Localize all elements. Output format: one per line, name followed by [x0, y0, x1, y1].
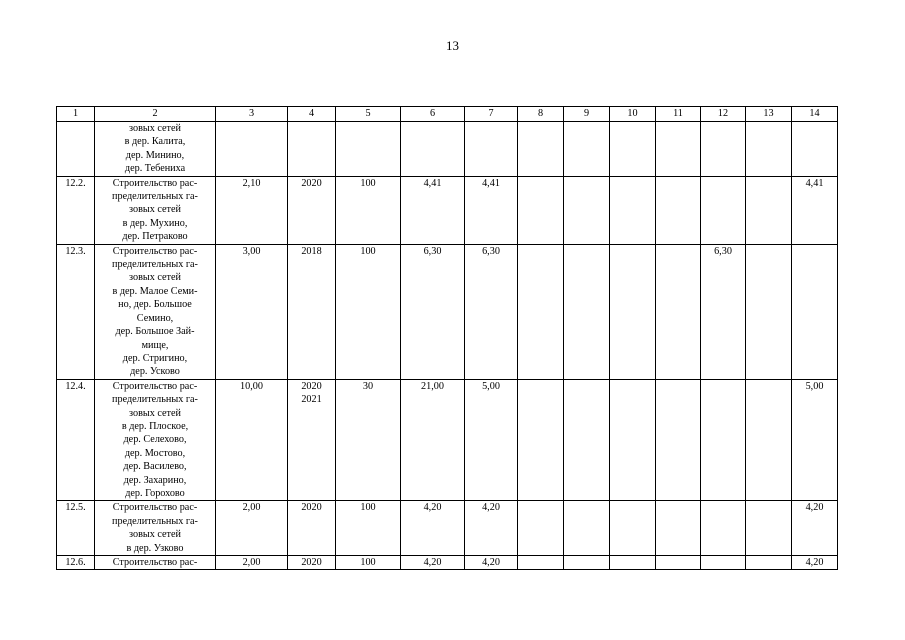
- cell-col10: [610, 176, 656, 244]
- column-header: 11: [656, 107, 701, 122]
- cell-col3: [216, 122, 288, 177]
- cell-col14: [792, 122, 838, 177]
- cell-col11: [656, 556, 701, 570]
- cell-col3: 3,00: [216, 244, 288, 379]
- cell-col9: [564, 501, 610, 556]
- column-header: 10: [610, 107, 656, 122]
- cell-col6: 21,00: [401, 379, 465, 501]
- item-description: зовых сетей в дер. Калита, дер. Минино, дер. Тебениха: [95, 122, 216, 177]
- cell-col9: [564, 122, 610, 177]
- cell-col5: 100: [336, 556, 401, 570]
- column-header: 3: [216, 107, 288, 122]
- cell-col3: 2,10: [216, 176, 288, 244]
- cell-col13: [746, 176, 792, 244]
- cell-col13: [746, 556, 792, 570]
- cell-col12: [701, 122, 746, 177]
- column-header: 2: [95, 107, 216, 122]
- cell-col11: [656, 501, 701, 556]
- cell-col6: 4,41: [401, 176, 465, 244]
- cell-col10: [610, 244, 656, 379]
- cell-col11: [656, 122, 701, 177]
- column-header: 9: [564, 107, 610, 122]
- cell-col3: 2,00: [216, 556, 288, 570]
- cell-col7: 6,30: [465, 244, 518, 379]
- cell-col8: [518, 379, 564, 501]
- cell-col11: [656, 176, 701, 244]
- cell-col14: 4,20: [792, 501, 838, 556]
- cell-col6: 4,20: [401, 501, 465, 556]
- item-description: Строительство рас- пределительных га- зовых сетей в дер. Плоское, дер. Селехово, дер. Мостово, дер. Василево, дер. Захарино, дер. Горохово: [95, 379, 216, 501]
- item-number: 12.4.: [57, 379, 95, 501]
- cell-col5: 30: [336, 379, 401, 501]
- cell-col9: [564, 176, 610, 244]
- cell-col5: 100: [336, 244, 401, 379]
- document-table: [56, 106, 838, 570]
- item-number: 12.2.: [57, 176, 95, 244]
- cell-col13: [746, 244, 792, 379]
- column-header: 6: [401, 107, 465, 122]
- column-header: 1: [57, 107, 95, 122]
- column-header: 14: [792, 107, 838, 122]
- table-row: [57, 556, 838, 570]
- page-number: 13: [446, 38, 459, 53]
- cell-col8: [518, 244, 564, 379]
- cell-col4: 2020: [288, 176, 336, 244]
- cell-col7: 4,20: [465, 501, 518, 556]
- item-description: Строительство рас-: [95, 556, 216, 570]
- cell-col10: [610, 379, 656, 501]
- cell-col10: [610, 122, 656, 177]
- cell-col11: [656, 244, 701, 379]
- cell-col12: 6,30: [701, 244, 746, 379]
- cell-col10: [610, 501, 656, 556]
- cell-col14: [792, 244, 838, 379]
- table-row: [57, 379, 838, 501]
- cell-col5: 100: [336, 176, 401, 244]
- cell-col13: [746, 379, 792, 501]
- cell-col9: [564, 379, 610, 501]
- cell-col8: [518, 556, 564, 570]
- cell-col12: [701, 556, 746, 570]
- cell-col14: 4,20: [792, 556, 838, 570]
- cell-col7: 4,41: [465, 176, 518, 244]
- cell-col9: [564, 556, 610, 570]
- cell-col6: 6,30: [401, 244, 465, 379]
- cell-col9: [564, 244, 610, 379]
- cell-col14: 4,41: [792, 176, 838, 244]
- cell-col4: 2020: [288, 556, 336, 570]
- cell-col3: 2,00: [216, 501, 288, 556]
- cell-col7: 4,20: [465, 556, 518, 570]
- column-header: 13: [746, 107, 792, 122]
- cell-col13: [746, 501, 792, 556]
- item-description: Строительство рас- пределительных га- зовых сетей в дер. Мухино, дер. Петраково: [95, 176, 216, 244]
- cell-col3: 10,00: [216, 379, 288, 501]
- item-number: 12.6.: [57, 556, 95, 570]
- column-header: 5: [336, 107, 401, 122]
- cell-col10: [610, 556, 656, 570]
- cell-col13: [746, 122, 792, 177]
- table-row: [57, 501, 838, 556]
- item-number: 12.5.: [57, 501, 95, 556]
- cell-col14: 5,00: [792, 379, 838, 501]
- cell-col5: 100: [336, 501, 401, 556]
- cell-col6: [401, 122, 465, 177]
- cell-col4: 2020 2021: [288, 379, 336, 501]
- cell-col4: [288, 122, 336, 177]
- cell-col8: [518, 176, 564, 244]
- item-number: [57, 122, 95, 177]
- cell-col6: 4,20: [401, 556, 465, 570]
- item-number: 12.3.: [57, 244, 95, 379]
- cell-col4: 2020: [288, 501, 336, 556]
- table-row: [57, 122, 838, 177]
- column-header: 4: [288, 107, 336, 122]
- cell-col7: 5,00: [465, 379, 518, 501]
- column-header: 12: [701, 107, 746, 122]
- header-row: [57, 107, 838, 122]
- cell-col12: [701, 379, 746, 501]
- cell-col12: [701, 176, 746, 244]
- cell-col8: [518, 501, 564, 556]
- cell-col4: 2018: [288, 244, 336, 379]
- table-row: [57, 176, 838, 244]
- column-header: 7: [465, 107, 518, 122]
- item-description: Строительство рас- пределительных га- зовых сетей в дер. Малое Семи- но, дер. Большое Семино, дер. Большое Зай- мище, дер. Стригино, дер. Усково: [95, 244, 216, 379]
- table-row: [57, 244, 838, 379]
- cell-col8: [518, 122, 564, 177]
- cell-col5: [336, 122, 401, 177]
- column-header: 8: [518, 107, 564, 122]
- cell-col7: [465, 122, 518, 177]
- cell-col12: [701, 501, 746, 556]
- cell-col11: [656, 379, 701, 501]
- item-description: Строительство рас- пределительных га- зовых сетей в дер. Узково: [95, 501, 216, 556]
